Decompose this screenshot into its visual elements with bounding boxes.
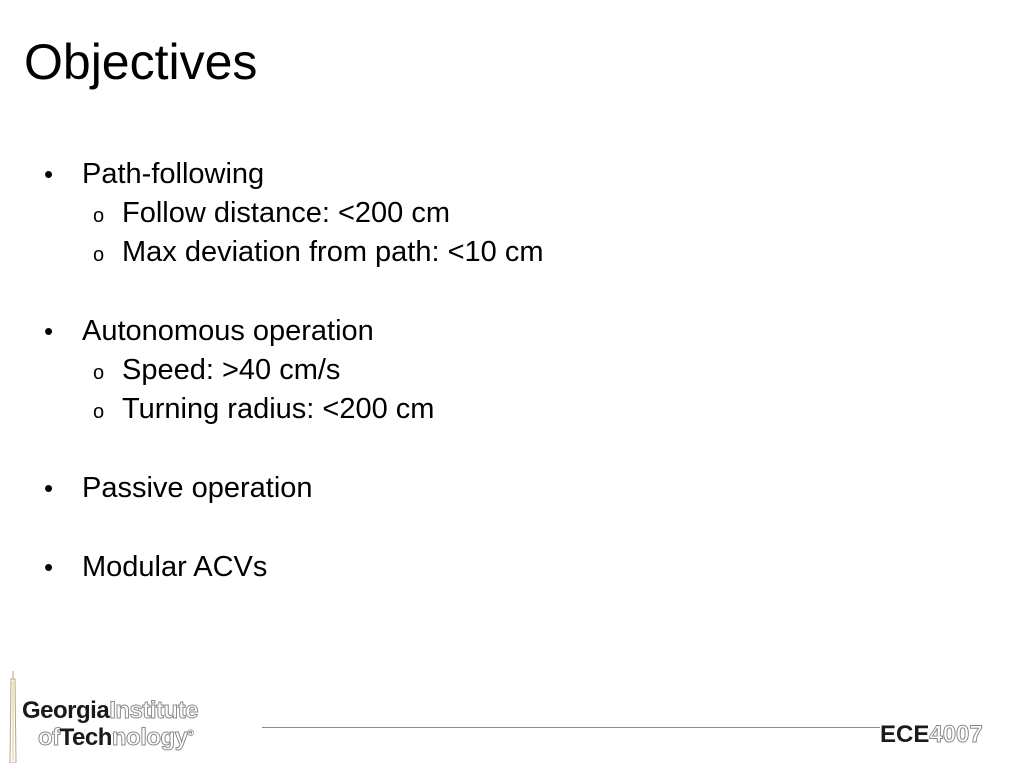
sub-bullet-label: Max deviation from path: <10 cm bbox=[122, 236, 544, 268]
footer-divider bbox=[262, 727, 880, 728]
slide-footer bbox=[0, 665, 1023, 767]
registered-mark: ® bbox=[187, 728, 194, 738]
slide-title: Objectives bbox=[24, 34, 258, 90]
bullet-dot-icon: • bbox=[44, 159, 54, 189]
bullet-dot-icon: • bbox=[44, 552, 54, 582]
logo-of: of bbox=[38, 724, 60, 751]
logo-line-1 bbox=[22, 699, 198, 723]
bullet-label: Autonomous operation bbox=[82, 315, 374, 347]
sub-bullet-circle-icon: o bbox=[93, 205, 105, 227]
logo-nology: nology bbox=[111, 724, 188, 751]
logo-georgia: Georgia bbox=[22, 697, 110, 724]
bullet-label: Passive operation bbox=[82, 472, 313, 504]
sub-bullet-circle-icon: o bbox=[93, 401, 105, 423]
georgia-tech-logo bbox=[22, 697, 272, 749]
sub-bullet-label: Follow distance: <200 cm bbox=[122, 197, 451, 229]
sub-bullet-label: Speed: >40 cm/s bbox=[122, 354, 341, 386]
course-number: 4007 bbox=[929, 721, 983, 748]
course-prefix: ECE bbox=[880, 721, 930, 748]
sub-bullet-circle-icon: o bbox=[93, 362, 105, 384]
logo-institute: Institute bbox=[109, 697, 199, 724]
course-code bbox=[880, 720, 983, 750]
bullet-label: Path-following bbox=[82, 158, 265, 190]
logo-line-2 bbox=[38, 721, 194, 750]
bullet-label: Modular ACVs bbox=[82, 551, 268, 583]
bullet-dot-icon: • bbox=[44, 316, 54, 346]
sub-bullet-label: Turning radius: <200 cm bbox=[122, 393, 435, 425]
logo-tech: Tech bbox=[59, 724, 112, 751]
sub-bullet-circle-icon: o bbox=[93, 244, 105, 266]
bullet-dot-icon: • bbox=[44, 473, 54, 503]
tech-tower-spire-icon bbox=[5, 671, 21, 763]
